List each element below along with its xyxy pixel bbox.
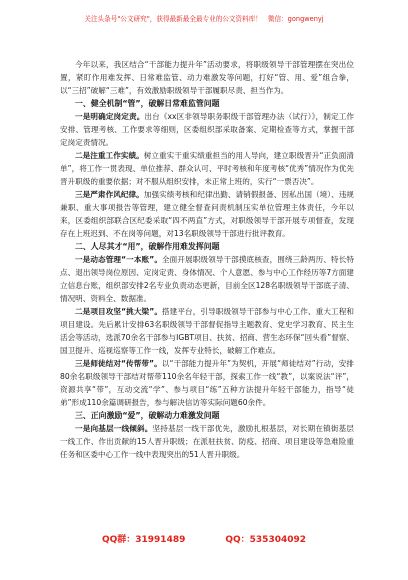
body-paragraph <box>60 422 354 461</box>
paragraph-lead: 三是严肃作风纪律。 <box>75 190 144 199</box>
document-body <box>60 58 354 461</box>
section-heading: 三、正向激励“爱”，破解动力难激发问题 <box>75 411 220 420</box>
banner-wechat: 微信：gongwenyj <box>267 15 324 23</box>
body-paragraph <box>60 58 354 97</box>
body-paragraph <box>60 110 354 149</box>
paragraph-text: 搭建平台，引导职级领导干部参与中心工作、重大工程和项目建设。先后累计安排63名职级领导干部督促指导主题教育、党史学习教育、民主生活会等活动，选派70余名干部参与IGBT项目、扶贫、招商、营生态环保“回头看”督察、国卫提升、巡视巡察等工作一线，发挥专业特长，破解工作难点。 <box>60 307 354 355</box>
header-banner <box>84 7 324 29</box>
paragraph-lead: 一是明确定岗定责。 <box>75 112 145 121</box>
body-paragraph <box>60 188 354 240</box>
paragraph-text: 全面开展职级领导干部摸底核查，围绕三龄两历、特长特点、退出领导岗位原因、定岗定责、身体情况、个人意愿、参与中心工作经历等7方面建立信息台账，组织部安排2名专业负责动态更新，目前全区128名职级领导干部底子清、情况明、资料全、数据准。 <box>60 255 354 303</box>
paragraph-lead: 一是动态管理“一本账”。 <box>75 255 162 264</box>
paragraph-text: 加强实绩考核和纪律出勤、请销假报备、因私出国（境）、违规兼职、重大事项报告等管理，建立健全督查问责机制压实单位管理主体责任，今年以来，区委组织部联合区纪委采取“四不两直”方式，对职级领导干部开展专项督查，发现存在上班迟到、不在岗等问题，对13名职级领导干部进行批评教育。 <box>60 190 355 238</box>
paragraph-text: 树立重实干重实绩重担当的用人导向，建立职级晋升“正负面清单”，将工作一贯表现、单位推荐、群众认可、平时考核和年度考核“优秀”情况作为优先晋升职级的重要依据；对不服从组织安排，未正常上班的，实行“一票否决”。 <box>60 151 354 186</box>
section-heading: 二、人尽其才“用”，破解作用难发挥问题 <box>75 242 220 251</box>
body-paragraph <box>60 149 354 188</box>
paragraph-text: 以“干部能力提升年”为契机，开展“师徒结对”行动，安排80余名职级领导干部结对帮带110余名年轻干部，探索工作一线“教”，以案说法“评”，资源共享“带”，互动交流“学”、参与项目“练”五种方法提升年轻干部能力，指导“徒弟”形成110余篇调研报告，参与解决信访等实际问题60余件。 <box>60 359 355 407</box>
paragraph-text: 坚持基层一线干部优先，激励扎根基层，对长期在镇街基层一线工作、作出贡献的15人晋升职级；在派驻扶贫、防疫、招商、项目建设等急难险重任务和区委中心工作一线中表现突出的51人晋升职级。 <box>60 424 354 459</box>
body-paragraph <box>60 305 354 357</box>
paragraph-text: 今年以来，我区结合“干部能力提升年”活动要求，将职级领导干部管理摆在突出位置，紧盯作用难发挥、日常难监管、动力难激发等问题，打好“管、用、爱”组合拳，以“三招”破解“三难”，有效激励职级领导干部履职尽责、担当作为。 <box>60 60 354 95</box>
body-paragraph <box>60 357 354 409</box>
paragraph-lead: 二是注重工作实绩。 <box>75 151 144 160</box>
paragraph-lead: 二是项目攻坚“挑大梁”。 <box>75 307 162 316</box>
footer-qq-group: QQ群：31991489 <box>101 535 186 545</box>
paragraph-text: 出台《xx区非领导职务职级干部管理办法（试行）》，制定工作安排、管理考核、工作要求等细则，区委组织部采取备案、定期检查等方式，掌握干部定岗定责情况。 <box>60 112 354 147</box>
footer-qq: QQ：535304092 <box>225 535 307 545</box>
body-paragraph <box>60 253 354 305</box>
section-heading: 一、健全机制“管”，破解日常难监管问题 <box>75 99 220 108</box>
footer <box>0 532 408 548</box>
paragraph-lead: 三是师徒结对“传帮带”。 <box>75 359 162 368</box>
paragraph-lead: 一是向基层一线倾斜。 <box>75 424 153 433</box>
banner-text: 关注头条号"公文研究"，获得最新最全最专业的公文资料库！ <box>84 15 262 23</box>
